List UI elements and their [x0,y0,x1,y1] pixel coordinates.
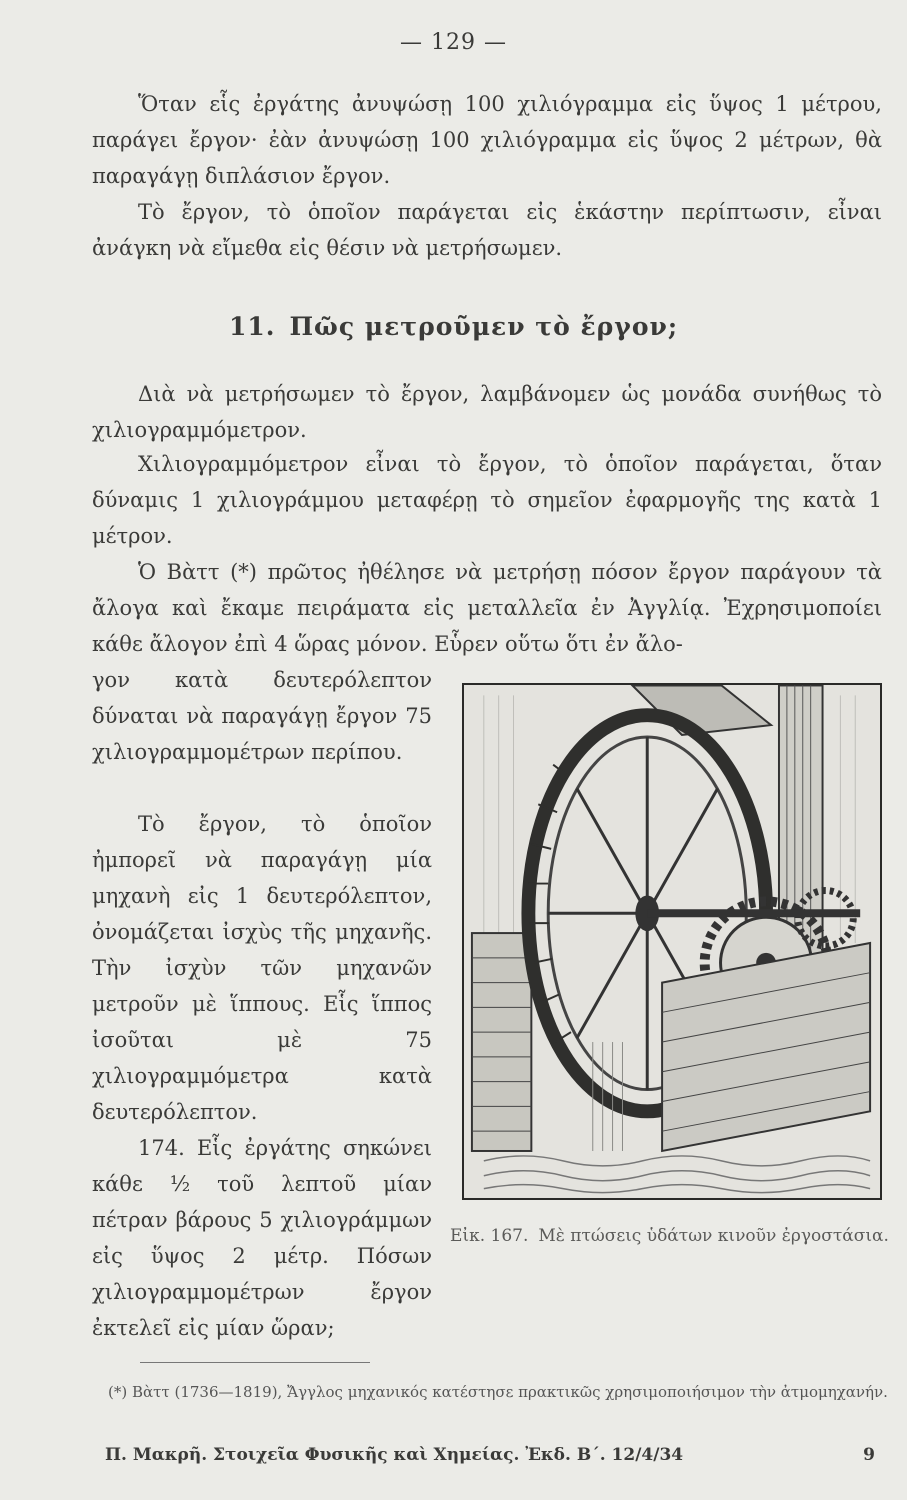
water-wheel-illustration [462,683,882,1200]
water-wheel-drawing [464,685,880,1198]
paragraph-2 [92,194,882,266]
paragraph-1-text: Ὅταν εἷς ἐργάτης ἀνυψώσῃ 100 χιλιόγραμμα εἰς ὕψος 1 μέτρου, παράγει ἔργον· ἐὰν ἀνυψώσῃ 100 χιλιόγραμμα εἰς ὕψος 2 μέτρων, θὰ παραγάγῃ διπλάσιον ἔργον. [92,92,882,188]
page-number: — 129 — [400,30,507,55]
paragraph-6-text: Τὸ ἔργον, τὸ ὁποῖον ἠμπορεῖ νὰ παραγάγῃ μία μηχανὴ εἰς 1 δευτερόλεπτον, ὀνομάζεται ἰσχὺς τῆς μηχανῆς. Τὴν ἰσχὺν τῶν μηχανῶν μετροῦν μὲ ἵππους. Εἷς ἵππος ἰσοῦται μὲ 75 χιλιογραμμόμετρα κατὰ δευτερόλεπτον. [92,812,432,1124]
page-footer [105,1445,895,1465]
paragraph-1 [92,86,882,194]
figure-caption [450,1222,890,1250]
paragraph-6 [92,806,432,1130]
footnote: (*) Βὰττ (1736—1819), Ἄγγλος μηχανικός κατέστησε πρακτικῶς χρησιμοποιήσιμον τὴν ἀτμομηχανήν. [108,1383,888,1401]
footer-text: Π. Μακρῆ. Στοιχεῖα Φυσικῆς καὶ Χημείας. Ἐκδ. Β΄. 12/4/34 [105,1445,684,1465]
exercise-174 [92,1130,432,1346]
paragraph-5-text: Ὁ Βὰττ (*) πρῶτος ἠθέλησε νὰ μετρήσῃ πόσον ἔργον παράγουν τὰ ἄλογα καὶ ἔκαμε πειράματα εἰς μεταλλεῖα ἐν Ἀγγλίᾳ. Ἐχρησιμοποίει κάθε ἄλογον ἐπὶ 4 ὥρας μόνον. Εὗρεν οὕτω ὅτι ἐν ἄλο- [92,560,882,656]
figure-caption-text: Μὲ πτώσεις ὑδάτων κινοῦν ἐργοστάσια. [538,1226,889,1246]
section-title: Πῶς μετροῦμεν τὸ ἔργον; [289,312,679,341]
footnote-rule [140,1362,370,1363]
signature-mark: 9 [863,1445,875,1465]
paragraph-2-text: Τὸ ἔργον, τὸ ὁποῖον παράγεται εἰς ἑκάστην περίπτωσιν, εἶναι ἀνάγκη νὰ εἴμεθα εἰς θέσιν νὰ μετρήσωμεν. [92,200,882,260]
section-number: 11. [228,312,276,341]
paragraph-5-continued: γον κατὰ δευτερόλεπτον δύναται νὰ παραγάγῃ ἔργον 75 χιλιογραμμομέτρων περίπου. [92,668,432,764]
exercise-174-text: 174. Εἷς ἐργάτης σηκώνει κάθε ½ τοῦ λεπτοῦ μίαν πέτραν βάρους 5 χιλιογράμμων εἰς ὕψος 2 μέτρ. Πόσων χιλιογραμμομέτρων ἔργον ἐκτελεῖ εἰς μίαν ὥραν; [92,1136,432,1340]
paragraph-5 [92,554,882,662]
paragraph-4 [92,446,882,554]
paragraph-3-text: Διὰ νὰ μετρήσωμεν τὸ ἔργον, λαμβάνομεν ὡς μονάδα συνήθως τὸ χιλιογραμμόμετρον. [92,382,882,442]
paragraph-4-text: Χιλιογραμμόμετρον εἶναι τὸ ἔργον, τὸ ὁποῖον παράγεται, ὅταν δύναμις 1 χιλιογράμμου μεταφέρῃ τὸ σημεῖον ἐφαρμογῆς της κατὰ 1 μέτρον. [92,452,882,548]
figure-label: Εἰκ. 167. [450,1226,529,1246]
paragraph-3 [92,376,882,448]
section-heading [0,312,907,341]
